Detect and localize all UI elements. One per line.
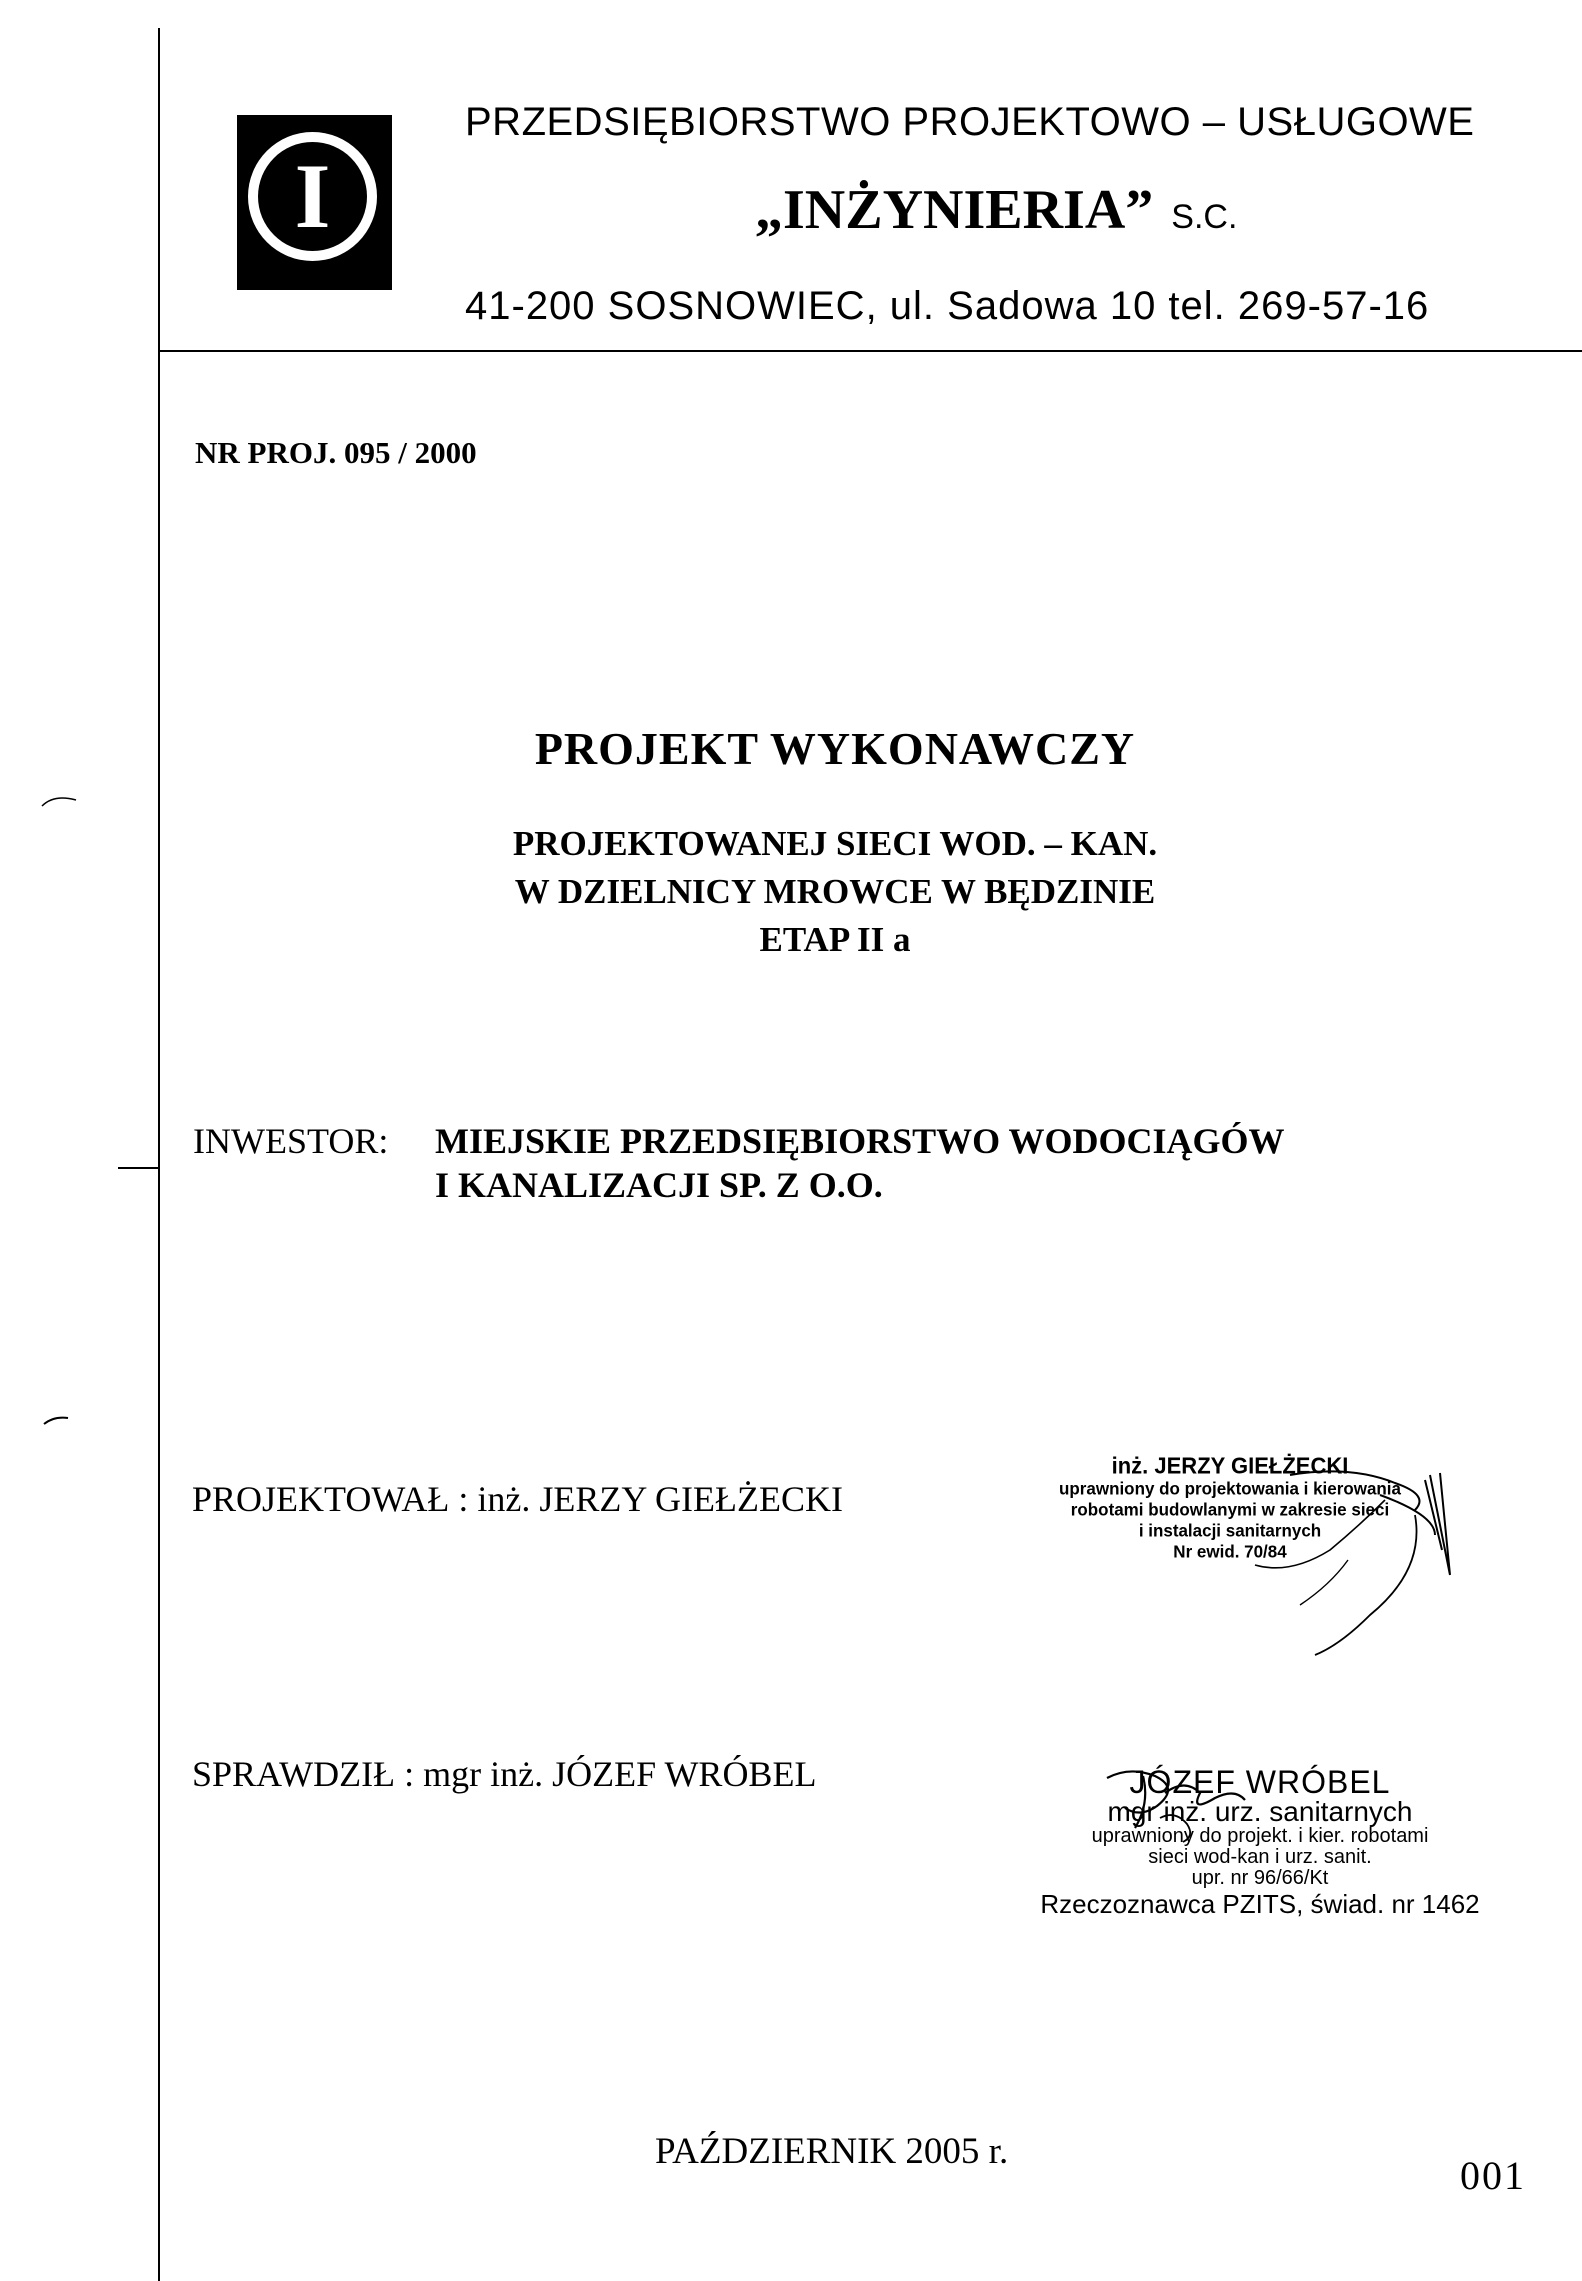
stamp-line: Nr ewid. 70/84 bbox=[1173, 1541, 1287, 1562]
company-suffix: S.C. bbox=[1171, 198, 1238, 236]
stamp-line: uprawniony do projektowania i kierowania bbox=[1059, 1478, 1401, 1499]
project-number: NR PROJ. 095 / 2000 bbox=[195, 435, 477, 470]
stamp-line: upr. nr 96/66/Kt bbox=[1191, 1867, 1329, 1889]
header-divider bbox=[158, 350, 1582, 352]
fold-mark bbox=[118, 1167, 160, 1169]
stamp-line: i instalacji sanitarnych bbox=[1138, 1520, 1322, 1541]
scan-mark bbox=[40, 790, 80, 810]
stamp-line: uprawniony do projekt. i kier. robotami bbox=[1091, 1825, 1429, 1847]
document-subtitle-line2: W DZIELNICY MROWCE W BĘDZINIE bbox=[514, 872, 1156, 911]
designer-signature bbox=[1180, 1455, 1470, 1665]
checker-line: SPRAWDZIŁ : mgr inż. JÓZEF WRÓBEL bbox=[192, 1754, 817, 1794]
investor-label: INWESTOR: bbox=[193, 1121, 389, 1161]
company-logo bbox=[237, 115, 392, 290]
investor-name-line1: MIEJSKIE PRZEDSIĘBIORSTWO WODOCIĄGÓW bbox=[435, 1121, 1285, 1161]
margin-line bbox=[158, 28, 160, 2281]
company-type: PRZEDSIĘBIORSTWO PROJEKTOWO – USŁUGOWE bbox=[465, 100, 1475, 144]
designer-line: PROJEKTOWAŁ : inż. JERZY GIEŁŻECKI bbox=[192, 1479, 843, 1519]
page-number: 001 bbox=[1460, 2153, 1526, 2198]
document-title: PROJEKT WYKONAWCZY bbox=[534, 723, 1136, 774]
stamp-line: mgr inż. urz. sanitarnych bbox=[1107, 1796, 1413, 1827]
company-name-line bbox=[755, 178, 1237, 242]
document-date: PAŹDZIERNIK 2005 r. bbox=[655, 2131, 1009, 2172]
stamp-line: JÓZEF WRÓBEL bbox=[1129, 1764, 1391, 1800]
investor-name-line2: I KANALIZACJI SP. Z O.O. bbox=[435, 1165, 883, 1205]
company-name: „INŻYNIERIA” bbox=[755, 179, 1154, 241]
document-subtitle-line3: ETAP II a bbox=[759, 920, 911, 959]
stamp-line: sieci wod-kan i urz. sanit. bbox=[1148, 1846, 1372, 1868]
stamp-line: Rzeczoznawca PZITS, świad. nr 1462 bbox=[1040, 1889, 1480, 1919]
company-address: 41-200 SOSNOWIEC, ul. Sadowa 10 tel. 269-57-16 bbox=[465, 284, 1430, 328]
scan-mark bbox=[42, 1412, 72, 1428]
stamp-line: inż. JERZY GIEŁŻECKI bbox=[1111, 1452, 1349, 1479]
circle-i-logo-icon: I bbox=[294, 145, 331, 247]
stamp-line: robotami budowlanymi w zakresie sieci bbox=[1070, 1499, 1390, 1520]
document-subtitle-line1: PROJEKTOWANEJ SIECI WOD. – KAN. bbox=[512, 824, 1158, 863]
checker-signature bbox=[1095, 1758, 1275, 1848]
